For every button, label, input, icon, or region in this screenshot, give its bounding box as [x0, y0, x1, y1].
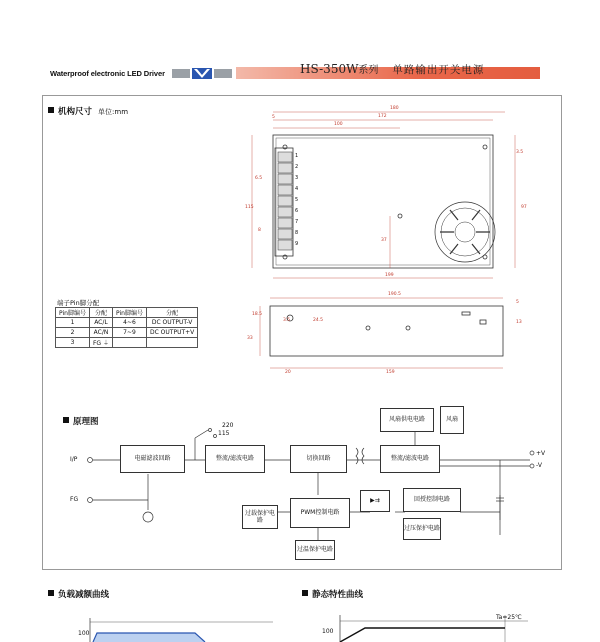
ambient-temp-label: Ta=25℃	[496, 614, 522, 621]
pin-table-header: Pin脚编号 分配 Pin脚编号 分配	[56, 308, 198, 318]
overvoltage-protection-block: 过压保护电路	[403, 518, 441, 540]
optocoupler-block	[360, 490, 390, 512]
dim-172: 172	[378, 114, 387, 119]
fan-block	[440, 406, 464, 434]
dim-3-5: 3.5	[516, 150, 524, 155]
switch-115-label: 115	[218, 430, 230, 437]
header-brand-text: Waterproof electronic LED Driver	[50, 69, 165, 78]
dim-5: 5	[272, 115, 275, 120]
header-title	[300, 61, 484, 77]
derating-curve	[85, 618, 275, 642]
dim-199: 199	[385, 273, 394, 278]
emi-filter-block: 电磁滤波回路	[120, 445, 185, 473]
dim-3-5-side: 3.5	[283, 318, 291, 323]
dim-37: 37	[381, 238, 387, 243]
header-subtitle: 单路输出开关电源	[392, 64, 485, 76]
table-row: 2 AC/N 7~9 DC OUTPUT+V	[56, 328, 198, 338]
pin-assignment-table	[55, 307, 198, 348]
static-curve	[335, 615, 530, 642]
optocoupler-icon: ▶⇉	[370, 497, 380, 505]
derating-heading: 负载减额曲线	[48, 588, 109, 600]
dim-20: 20	[285, 370, 291, 375]
dim-6-5: 6.5	[255, 176, 263, 181]
static-y-100: 100	[322, 628, 334, 635]
overload-protection-block: 过载保护电路	[242, 505, 278, 529]
dim-100: 100	[334, 122, 343, 127]
dim-24-5: 24.5	[313, 318, 324, 323]
vminus-label: -V	[536, 462, 542, 469]
terminal-block	[278, 152, 292, 250]
static-heading: 静态特性曲线	[302, 588, 363, 600]
vplus-label: +V	[536, 450, 546, 457]
switching-circuit-block: 切换回路	[290, 445, 347, 473]
terminal-number: 8	[295, 230, 299, 236]
table-row: 3 FG ⏚	[56, 338, 198, 348]
pwm-control-block: PWM控制电路	[290, 498, 350, 528]
derating-y-100: 100	[78, 630, 90, 637]
over-temp-protection-block: 过温保护电路	[295, 540, 335, 560]
top-view-drawing	[240, 100, 540, 290]
mechanical-heading: 机构尺寸 单位:mm	[48, 105, 128, 117]
heading-bullet	[48, 590, 54, 596]
terminal-number: 3	[295, 175, 299, 181]
rectifier-filter-block-1: 整流/滤波电路	[205, 445, 265, 473]
dim-115: 115	[245, 205, 254, 210]
ip-label: I/P	[70, 456, 78, 463]
switch-220-label: 220	[222, 422, 234, 429]
model-name: HS-350W	[300, 62, 359, 76]
heading-bullet	[48, 107, 54, 113]
dim-18-5: 18.5	[252, 312, 263, 317]
feedback-control-block: 回授控制电路	[403, 488, 461, 512]
fg-label: FG	[70, 496, 79, 503]
dim-5-side: 5	[516, 300, 519, 305]
terminal-number: 1	[295, 153, 299, 159]
heading-bullet	[302, 590, 308, 596]
table-row: 1 AC/L 4~6 DC OUTPUT-V	[56, 318, 198, 328]
terminal-number: 6	[295, 208, 299, 214]
fan-power-block: 风扇供电电路	[380, 408, 434, 432]
dim-33: 33	[247, 336, 253, 341]
side-view-drawing	[250, 292, 540, 380]
fan-label: 风扇	[445, 416, 458, 424]
dim-13: 13	[516, 320, 522, 325]
dim-190-5: 190.5	[388, 292, 401, 297]
dim-180: 180	[390, 106, 399, 111]
terminal-number: 5	[295, 197, 299, 203]
terminal-number: 7	[295, 219, 299, 225]
dim-97: 97	[521, 205, 527, 210]
pin-table-caption: 端子Pin脚分配	[57, 299, 100, 307]
principle-heading: 原理图	[63, 415, 99, 427]
unit-label: 单位:mm	[98, 108, 129, 116]
terminal-number: 9	[295, 241, 299, 247]
dim-8: 8	[258, 228, 261, 233]
series-label: 系列	[358, 65, 379, 76]
brand-logo	[172, 68, 232, 79]
dim-159: 159	[386, 370, 395, 375]
terminal-number: 4	[295, 186, 299, 192]
rectifier-filter-block-2: 整流/滤波电路	[380, 445, 440, 473]
terminal-number: 2	[295, 164, 299, 170]
